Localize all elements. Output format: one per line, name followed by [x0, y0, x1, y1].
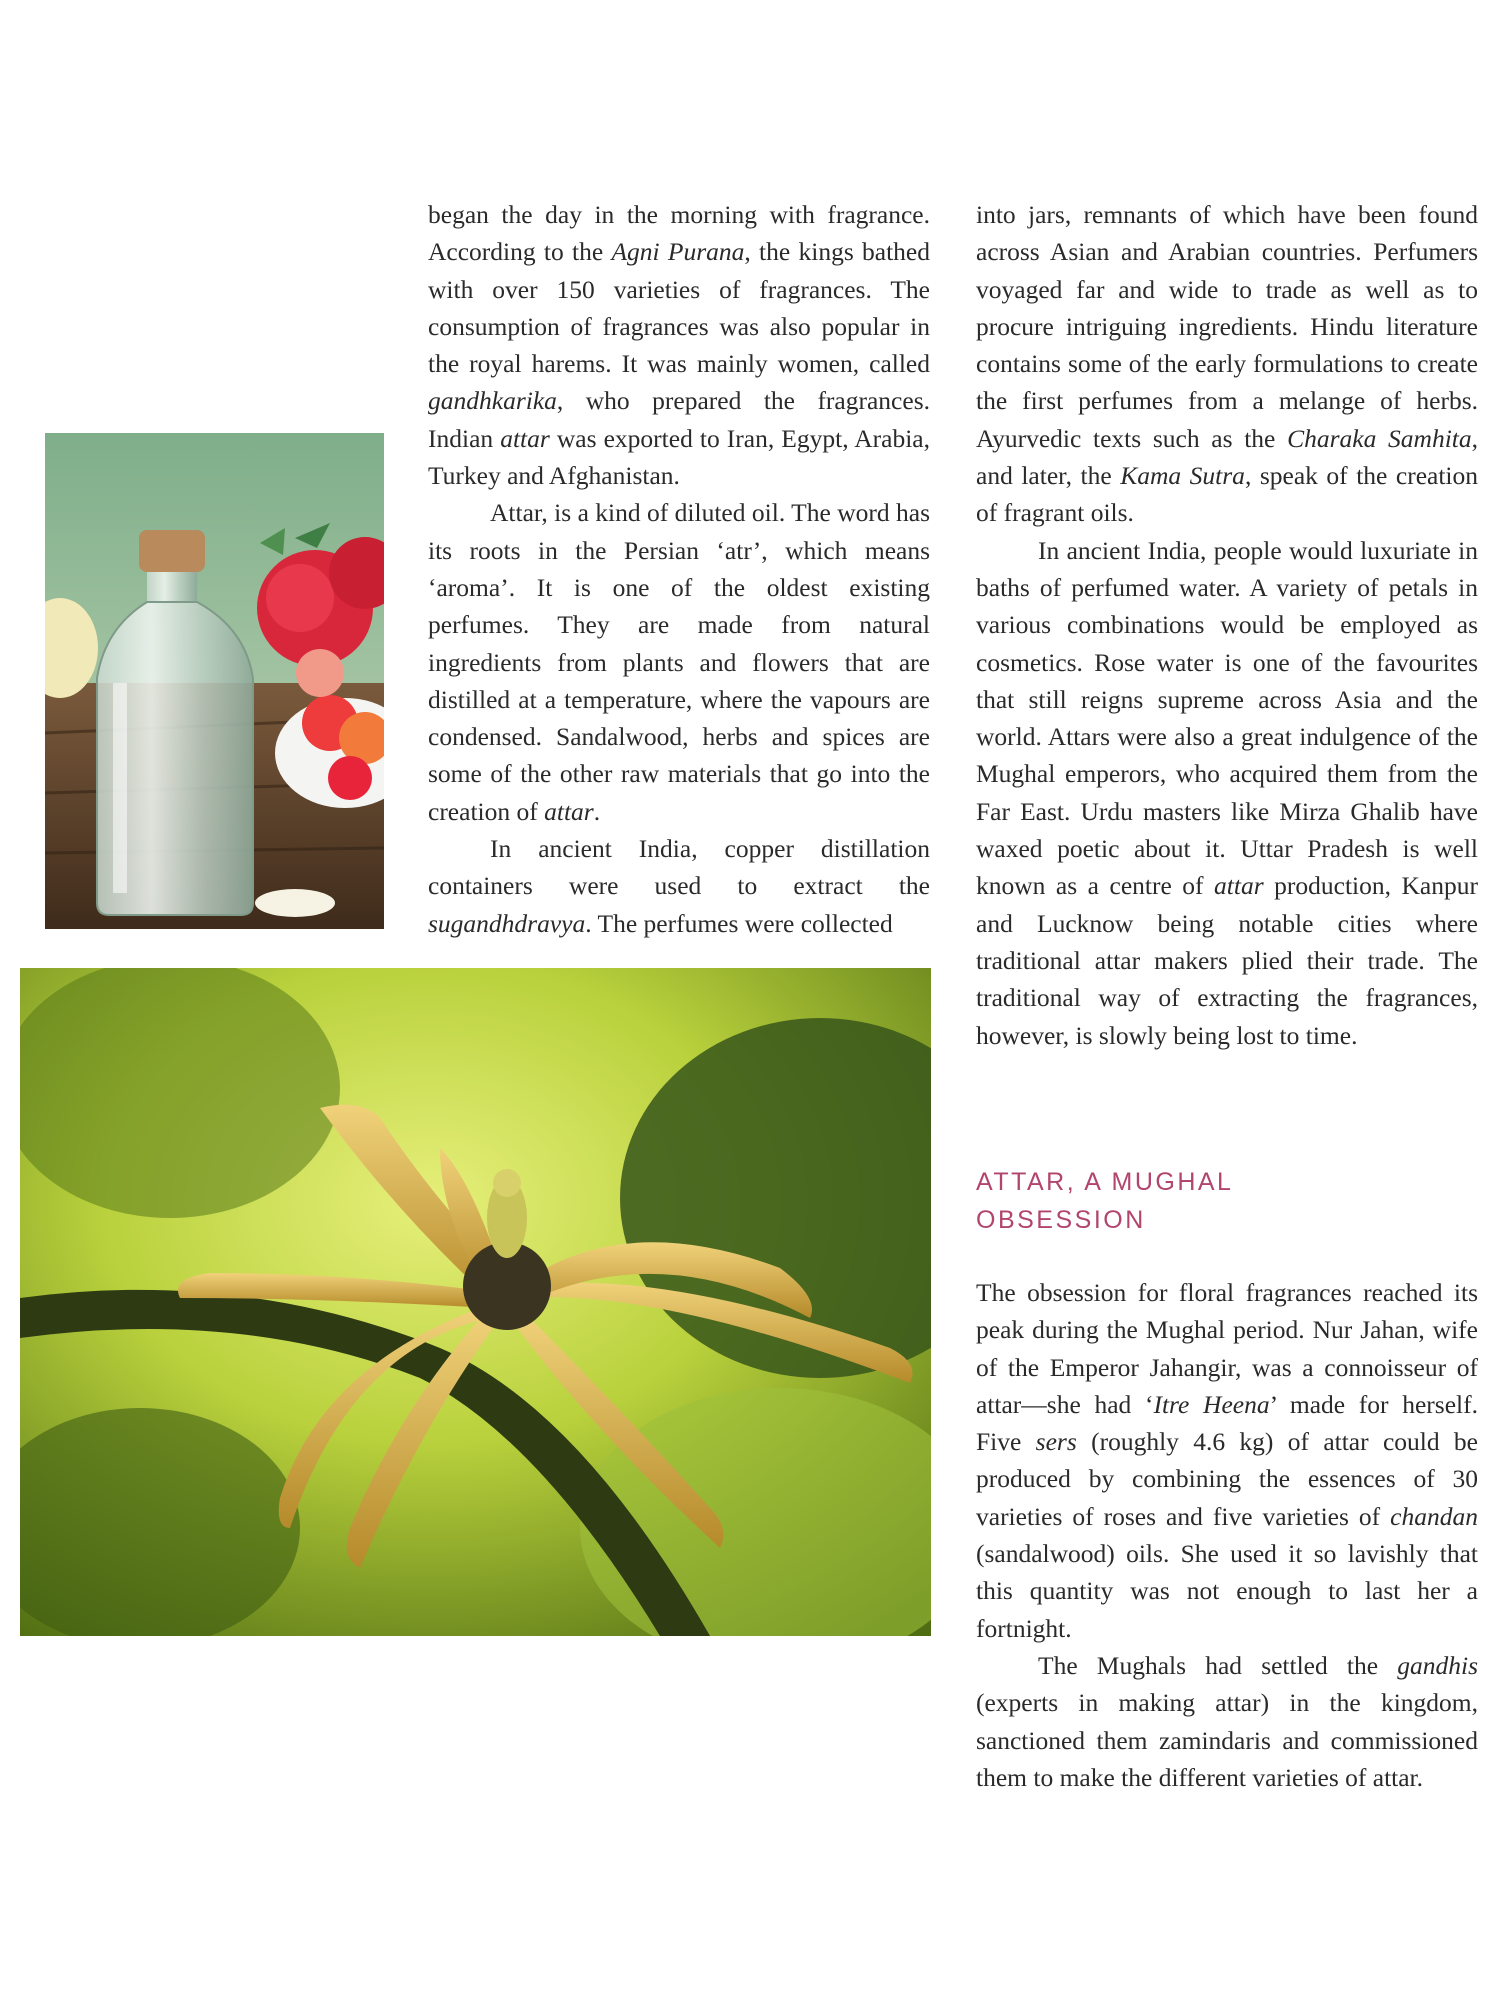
italic-term: attar [500, 423, 550, 453]
paragraph-attar-definition [428, 494, 930, 830]
text-run: began the day in the morning with fragrance. According to the [428, 200, 930, 267]
heading-line-2: OBSESSION [976, 1206, 1146, 1234]
text-run: In ancient India, people would luxuriate in baths of perfumed water. A variety of petals in various combinations would be employed as cosmetics. Rose water is one of the favourites that still reigns supreme across Asia and the world. Attars were also a great indulgence of the Mughal emperors, who acquired them from the Far East. Urdu masters like Mirza Ghalib have waxed poetic about it. Uttar Pradesh is well known as a centre of [976, 535, 1478, 901]
paragraph-perfumed-baths [976, 532, 1478, 1054]
middle-text-column [428, 196, 930, 942]
text-run: , who prepared the fragrances. Indian [428, 386, 930, 453]
text-run: ’ made for herself. Five [976, 1389, 1478, 1457]
text-run: The Mughals had settled the [1038, 1650, 1398, 1680]
text-run: (experts in making attar) in the kingdom, sanctioned them zamindaris and commissioned them to make the different varieties of attar. [976, 1688, 1478, 1792]
text-run: In ancient India, copper distillation containers were used to extract the [428, 834, 930, 901]
italic-term: Kama Sutra [1120, 461, 1245, 491]
text-run: , speak of the creation of fragrant oils. [976, 461, 1478, 528]
photo-champak-flower [20, 968, 931, 1636]
italic-term: gandhis [1397, 1650, 1478, 1680]
italic-term: chandan [1390, 1501, 1478, 1531]
section-heading-attar-mughal-obsession [976, 1163, 1436, 1239]
text-run: (roughly 4.6 kg) of attar could be produced by combining the essences of 30 varieties of roses and five varieties of [976, 1427, 1478, 1531]
paragraph-perfumers-trade [976, 196, 1478, 532]
paragraph-gandhis [976, 1647, 1478, 1796]
bottle-illustration [45, 433, 384, 929]
italic-term: Itre Heena [1153, 1389, 1270, 1419]
text-run: , and later, the [976, 423, 1478, 491]
paragraph-royal-fragrances [428, 196, 930, 494]
paragraph-mughal-obsession [976, 1274, 1478, 1647]
italic-term: Agni Purana [611, 237, 745, 267]
italic-term: sugandhdravya [428, 908, 586, 938]
flower-illustration [20, 968, 931, 1636]
text-run: into jars, remnants of which have been found across Asian and Arabian countries. Perfumers voyaged far and wide to trade as well as to procure intriguing ingredients. Hindu literature contains some of the early formulations to create the first perfumes from a melange of herbs. Ayurvedic texts such as the [976, 200, 1478, 453]
text-run: . The perfumes were collected [585, 908, 893, 938]
text-run: (sandalwood) oils. She used it so lavishly that this quantity was not enough to last her a fortnight. [976, 1539, 1478, 1643]
heading-line-1: ATTAR, A MUGHAL [976, 1168, 1234, 1196]
text-run: , the kings bathed with over 150 varieties of fragrances. The consumption of fragrances was also popular in the royal harems. It was mainly women, called [428, 237, 930, 379]
text-run: production, Kanpur and Lucknow being notable cities where traditional attar makers plied their trade. The traditional way of extracting the fragrances, however, is slowly being lost to time. [976, 871, 1478, 1050]
italic-term: gandhkarika [428, 386, 557, 416]
text-run: The obsession for floral fragrances reached its peak during the Mughal period. Nur Jahan, wife of the Emperor Jahangir, was a connoisseur of attar—she had ‘ [976, 1278, 1478, 1419]
text-run: was exported to Iran, Egypt, Arabia, Turkey and Afghanistan. [428, 423, 930, 491]
photo-attar-bottle-roses [45, 433, 384, 929]
italic-term: attar [544, 796, 594, 826]
italic-term: attar [1214, 871, 1264, 901]
text-run: Attar, is a kind of diluted oil. The word has its roots in the Persian ‘atr’, which means ‘aroma’. It is one of the oldest existing perfumes. They are made from natural ingredients from plants and flowers that are distilled at a temperature, where the vapours are condensed. Sandalwood, herbs and spices are some of the other raw materials that go into the creation of [428, 498, 930, 826]
text-run: . [593, 796, 601, 826]
right-text-column-bottom [976, 1274, 1478, 1796]
right-text-column-top [976, 196, 1478, 1054]
paragraph-copper-distillation [428, 830, 930, 942]
italic-term: sers [1035, 1427, 1077, 1457]
italic-term: Charaka Samhita [1287, 423, 1472, 453]
